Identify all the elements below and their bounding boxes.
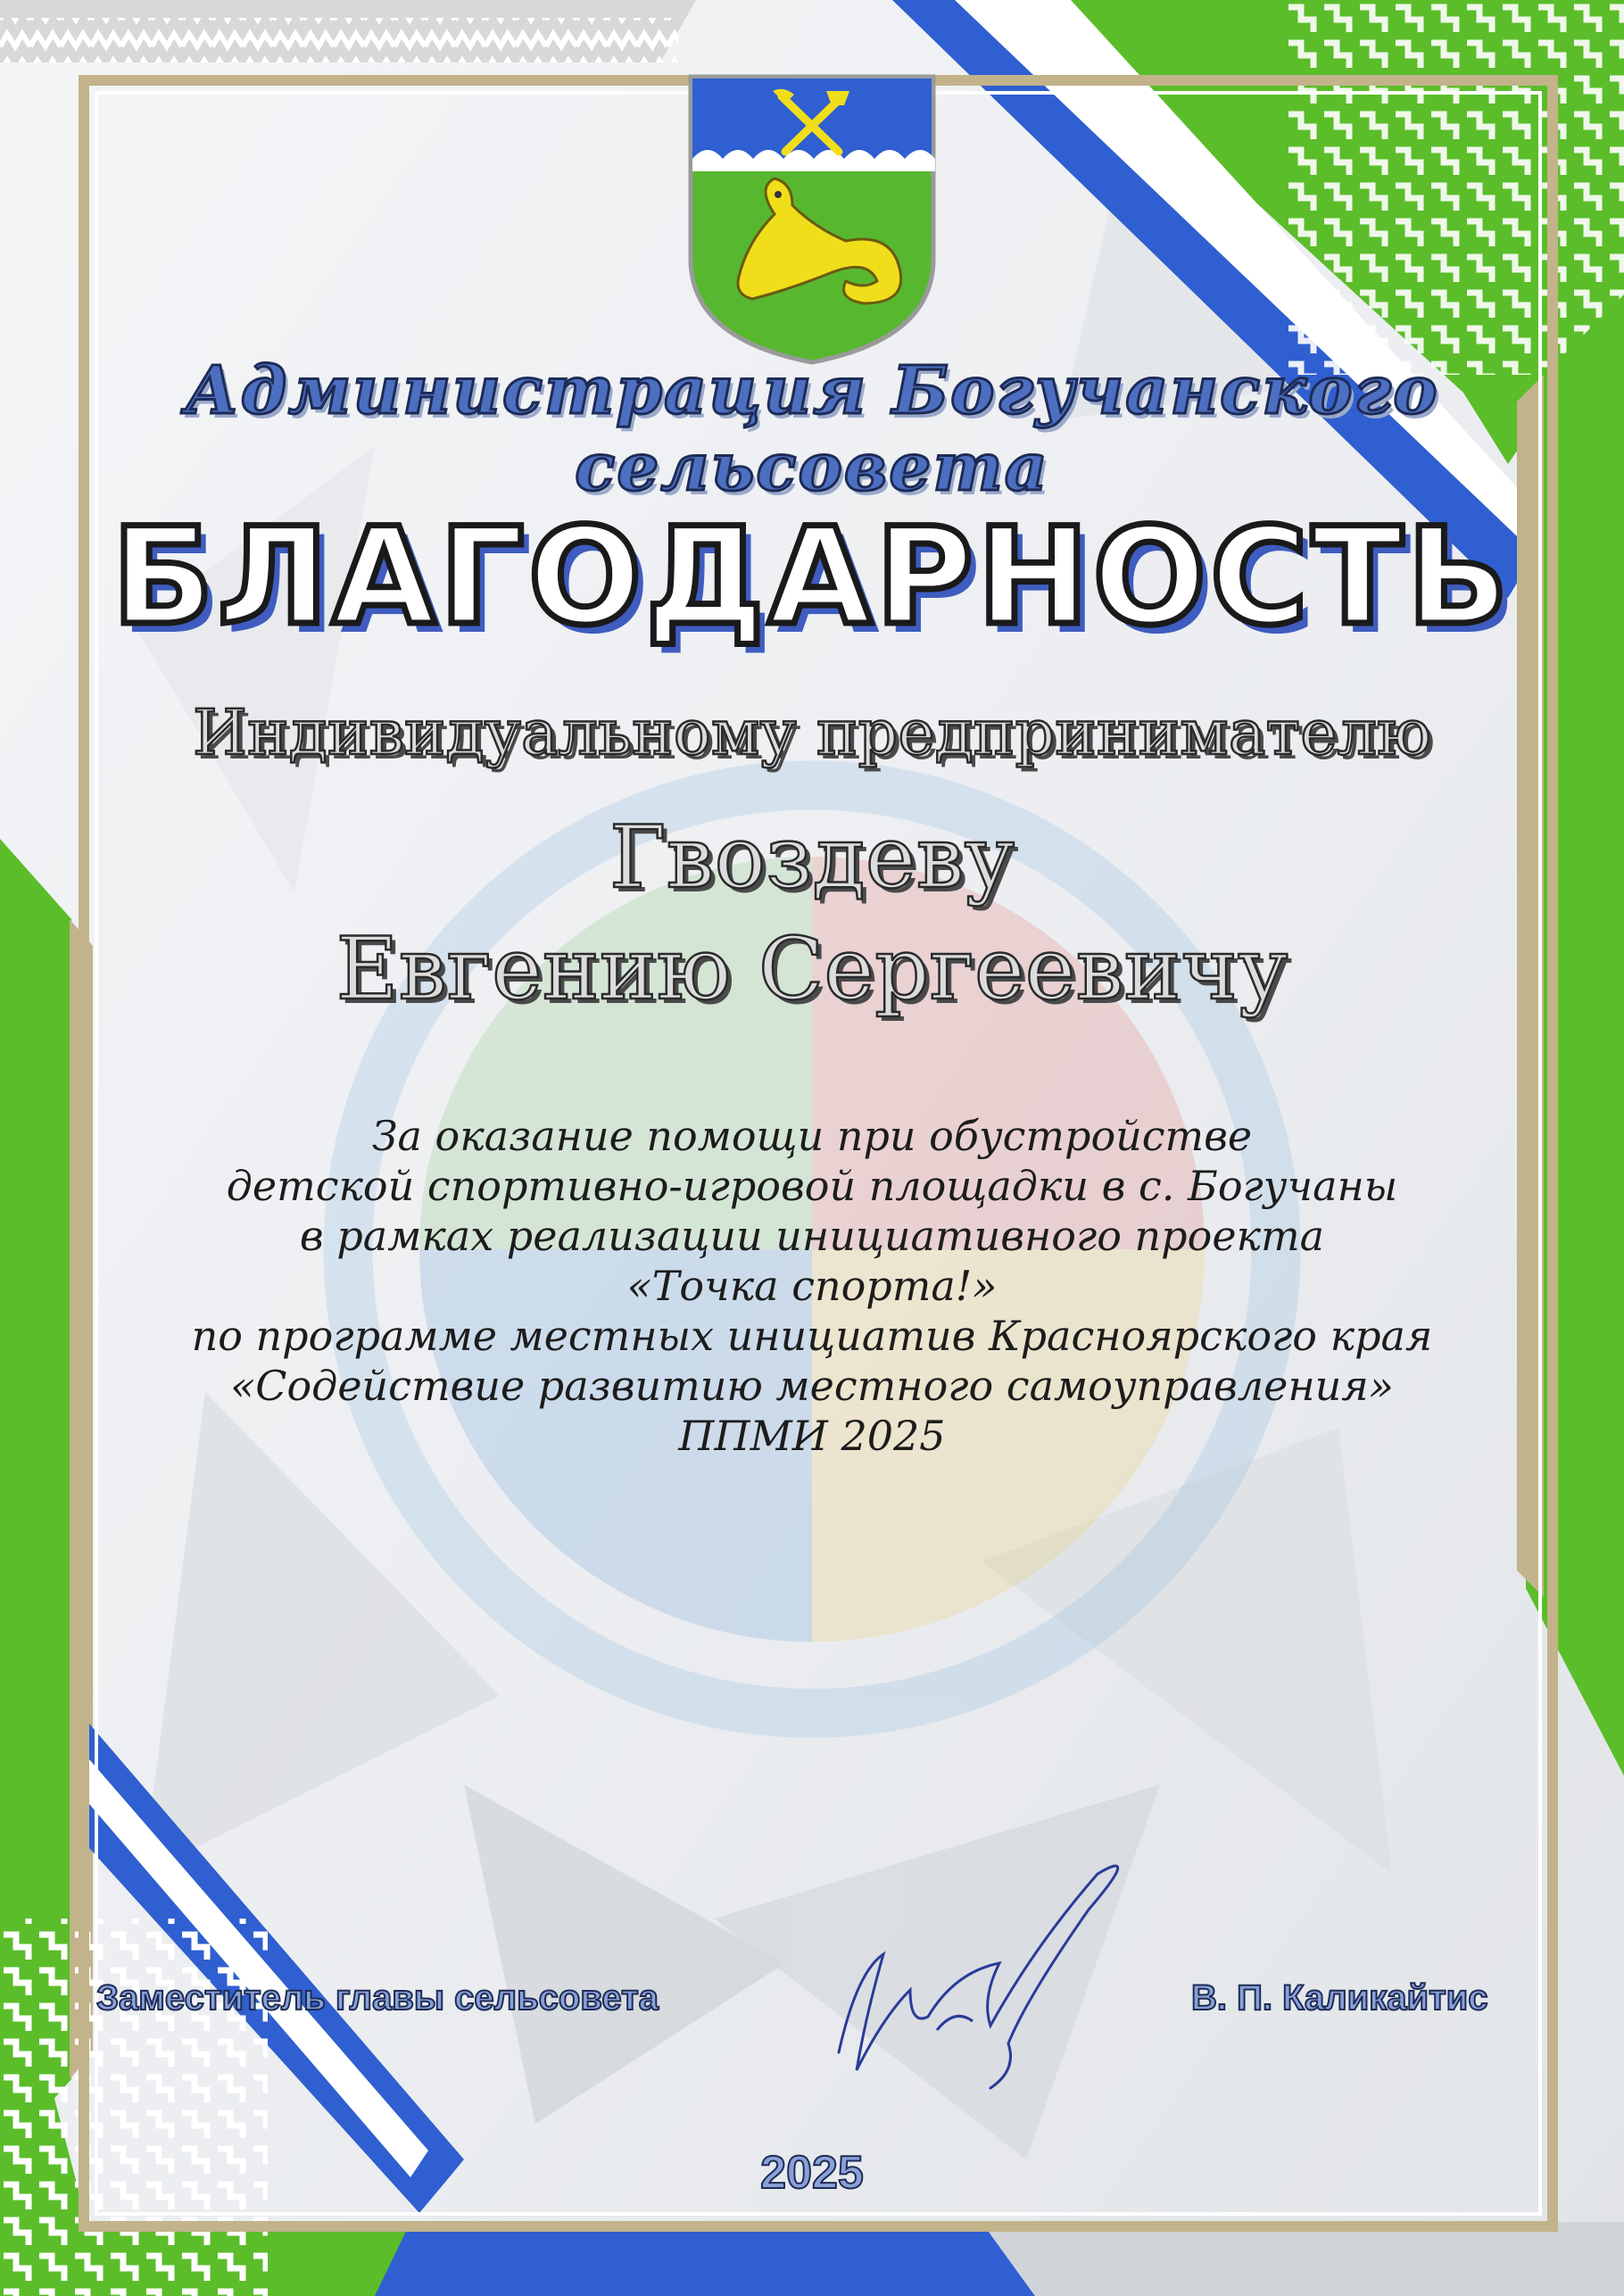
- reason-line: «Точка спорта!»: [626, 1262, 998, 1310]
- reason-line: детской спортивно-игровой площадки в с. Богучаны: [226, 1162, 1398, 1210]
- reason-text: [0, 1111, 1624, 1461]
- recipient-role: Индивидуальному предпринимателю: [193, 696, 1431, 769]
- signature-image: [803, 1838, 1196, 2106]
- organization-title: Администрация Богучанского сельсовета: [185, 352, 1439, 506]
- signer-name: В. П. Каликайтис: [1191, 1978, 1488, 2018]
- document-title: БЛАГОДАРНОСТЬ: [112, 500, 1512, 655]
- reason-line: ППМИ 2025: [678, 1412, 946, 1460]
- reason-line: «Содействие развитию местного самоуправления»: [230, 1362, 1394, 1410]
- coat-of-arms-icon: [685, 71, 939, 366]
- reason-line: по программе местных инициатив Красноярского края: [191, 1312, 1433, 1360]
- reason-line: За оказание помощи при обустройстве: [371, 1112, 1253, 1160]
- recipient-name-patronymic: Евгению Сергеевичу: [336, 919, 1288, 1019]
- signer-position: Заместитель главы сельсовета: [96, 1978, 659, 2018]
- document-year: 2025: [760, 2147, 864, 2199]
- reason-line: в рамках реализации инициативного проекта: [299, 1212, 1325, 1260]
- recipient-surname: Гвоздеву: [609, 808, 1015, 908]
